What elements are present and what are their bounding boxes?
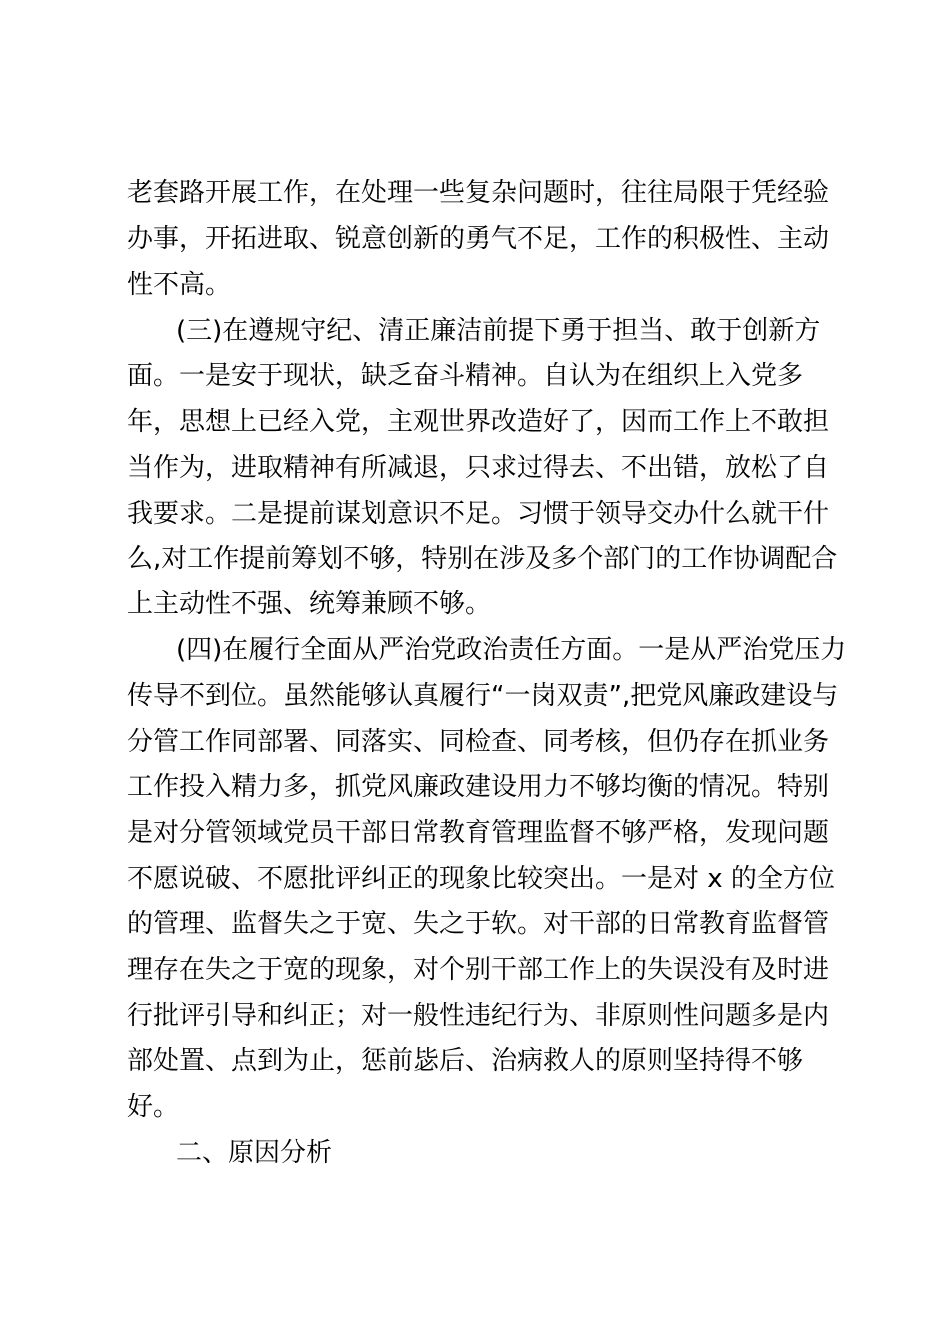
- text-line: 不愿说破、不愿批评纠正的现象比较突出。一是对 x 的全方位: [127, 864, 835, 894]
- section-heading-3: (三)在遵规守纪、清正廉洁前提下勇于担当、敢于创新方: [176, 316, 821, 346]
- text-line: 工作投入精力多，抓党风廉政建设用力不够均衡的情况。特别: [127, 772, 830, 802]
- text-line: 老套路开展工作，在处理一些复杂问题时，往往局限于凭经验: [127, 178, 830, 208]
- text-line: 办事，开拓进取、锐意创新的勇气不足，工作的积极性、主动: [127, 224, 830, 254]
- text-line: 年，思想上已经入党，主观世界改造好了，因而工作上不敢担: [127, 407, 830, 437]
- text-line: 么,对工作提前筹划不够，特别在涉及多个部门的工作协调配合: [127, 544, 838, 574]
- text-line: 理存在失之于宽的现象，对个别干部工作上的失误没有及时进: [127, 955, 830, 985]
- text-line: 部处置、点到为止，惩前毖后、治病救人的原则坚持得不够: [127, 1046, 804, 1076]
- text-line: 面。一是安于现状，缺乏奋斗精神。自认为在组织上入党多: [127, 361, 804, 391]
- text-line: 当作为，进取精神有所减退，只求过得去、不出错，放松了自: [127, 453, 830, 483]
- text-line: 上主动性不强、统筹兼顾不够。: [127, 589, 492, 619]
- section-heading-4: (四)在履行全面从严治党政治责任方面。一是从严治党压力: [176, 635, 847, 665]
- text-line: 我要求。二是提前谋划意识不足。习惯于领导交办什么就干什: [127, 499, 830, 529]
- text-line: 分管工作同部署、同落实、同检查、同考核，但仍存在抓业务: [127, 727, 830, 757]
- text-line: 的管理、监督失之于宽、失之于软。对干部的日常教育监督管: [127, 909, 830, 939]
- text-line: 是对分管领域党员干部日常教育管理监督不够严格，发现问题: [127, 818, 830, 848]
- text-line: 好。: [127, 1092, 180, 1122]
- text-line: 传导不到位。虽然能够认真履行“一岗双责”,把党风廉政建设与: [127, 681, 839, 711]
- text-line: 行批评引导和纠正；对一般性违纪行为、非原则性问题多是内: [127, 1001, 830, 1031]
- section-title: 二、原因分析: [176, 1138, 333, 1168]
- text-line: 性不高。: [127, 270, 232, 300]
